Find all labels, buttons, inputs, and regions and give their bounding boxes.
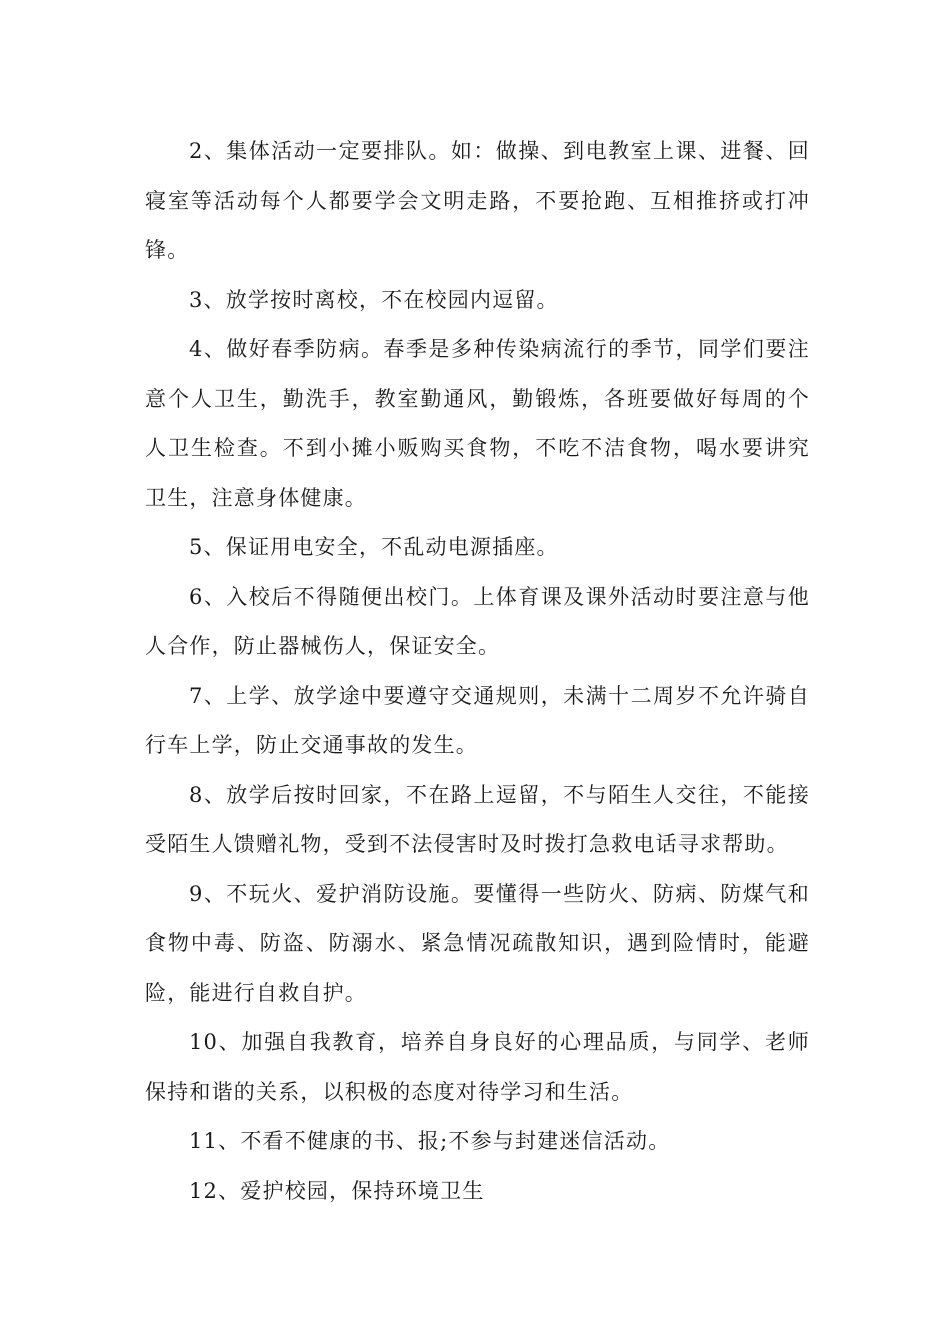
paragraph-item-9: 9、不玩火、爱护消防设施。要懂得一些防火、防病、防煤气和食物中毒、防盗、防溺水、紧急情况疏散知识，遇到险情时，能避险，能进行自救自护。 [145, 881, 810, 1005]
paragraph-item-8: 8、放学后按时回家，不在路上逗留，不与陌生人交往，不能接受陌生人馈赠礼物，受到不法侵害时及时拨打急救电话寻求帮助。 [145, 782, 810, 856]
paragraph-item-5: 5、保证用电安全，不乱动电源插座。 [189, 535, 559, 559]
paragraph-item-6: 6、入校后不得随便出校门。上体育课及课外活动时要注意与他人合作，防止器械伤人，保证安全。 [145, 584, 810, 658]
paragraph-item-7: 7、上学、放学途中要遵守交通规则，未满十二周岁不允许骑自行车上学，防止交通事故的发生。 [145, 683, 810, 757]
paragraph-item-12: 12、爱护校园，保持环境卫生 [189, 1178, 485, 1203]
paragraph-item-3: 3、放学按时离校，不在校园内逗留。 [189, 287, 559, 312]
paragraph-item-11: 11、不看不健康的书、报;不参与封建迷信活动。 [189, 1129, 671, 1153]
document-body [145, 127, 810, 1216]
paragraph-item-10: 10、加强自我教育，培养自身良好的心理品质，与同学、老师保持和谐的关系，以积极的态度对待学习和生活。 [145, 1030, 810, 1104]
paragraph-item-4: 4、做好春季防病。春季是多种传染病流行的季节，同学们要注意个人卫生，勤洗手，教室勤通风，勤锻炼，各班要做好每周的个人卫生检查。不到小摊小贩购买食物，不吃不洁食物，喝水要讲究卫生，注意身体健康。 [145, 337, 810, 510]
paragraph-item-2: 2、集体活动一定要排队。如：做操、到电教室上课、进餐、回寝室等活动每个人都要学会文明走路，不要抢跑、互相推挤或打冲锋。 [145, 139, 810, 262]
